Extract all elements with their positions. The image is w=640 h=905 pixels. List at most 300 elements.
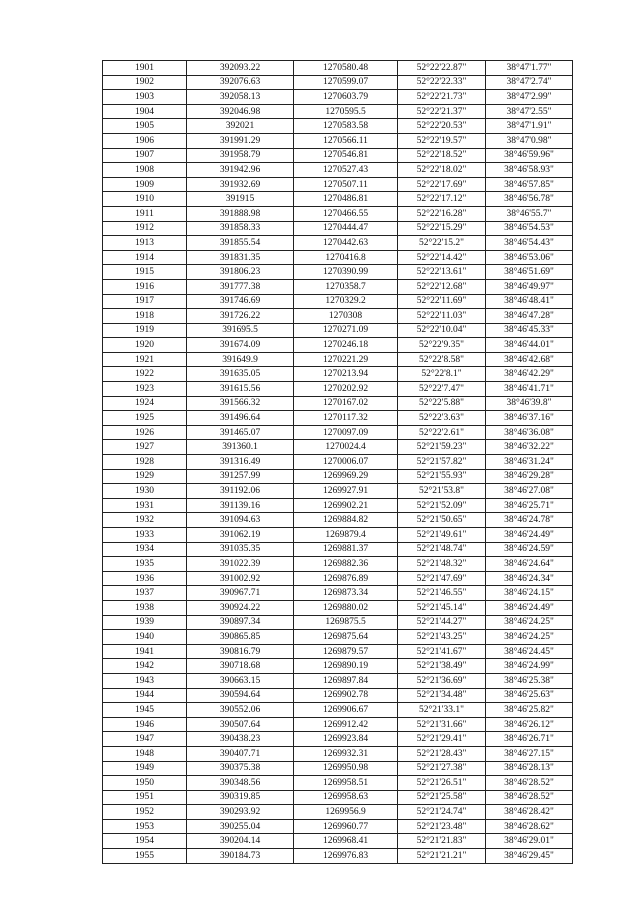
longitude-cell: 38°46'57.85": [486, 177, 573, 192]
longitude-cell: 38°46'28.42": [486, 805, 573, 820]
point-number-cell: 1916: [103, 279, 187, 294]
y-coordinate-cell: 1269956.9: [294, 805, 398, 820]
longitude-cell: 38°46'53.06": [486, 250, 573, 265]
point-number-cell: 1902: [103, 75, 187, 90]
table-row: [103, 688, 573, 703]
x-coordinate-cell: 390552.06: [187, 703, 294, 718]
x-coordinate-cell: 391858.33: [187, 221, 294, 236]
y-coordinate-cell: 1269969.29: [294, 469, 398, 484]
table-row: [103, 542, 573, 557]
point-number-cell: 1921: [103, 352, 187, 367]
table-row: [103, 338, 573, 353]
longitude-cell: 38°46'24.25": [486, 615, 573, 630]
latitude-cell: 52°21'33.1": [398, 703, 486, 718]
table-row: [103, 425, 573, 440]
x-coordinate-cell: 391257.99: [187, 469, 294, 484]
latitude-cell: 52°22'19.57": [398, 133, 486, 148]
point-number-cell: 1925: [103, 411, 187, 426]
y-coordinate-cell: 1270221.29: [294, 352, 398, 367]
longitude-cell: 38°46'45.33": [486, 323, 573, 338]
longitude-cell: 38°46'31.24": [486, 455, 573, 470]
point-number-cell: 1905: [103, 119, 187, 134]
longitude-cell: 38°46'25.63": [486, 688, 573, 703]
x-coordinate-cell: 391094.63: [187, 513, 294, 528]
point-number-cell: 1911: [103, 206, 187, 221]
latitude-cell: 52°22'7.47": [398, 382, 486, 397]
y-coordinate-cell: 1269968.41: [294, 834, 398, 849]
latitude-cell: 52°21'45.14": [398, 600, 486, 615]
y-coordinate-cell: 1270486.81: [294, 192, 398, 207]
point-number-cell: 1917: [103, 294, 187, 309]
x-coordinate-cell: 390319.85: [187, 790, 294, 805]
longitude-cell: 38°46'54.53": [486, 221, 573, 236]
x-coordinate-cell: 391496.64: [187, 411, 294, 426]
table-row: [103, 557, 573, 572]
x-coordinate-cell: 391831.35: [187, 250, 294, 265]
latitude-cell: 52°22'3.63": [398, 411, 486, 426]
longitude-cell: 38°46'28.52": [486, 790, 573, 805]
table-row: [103, 177, 573, 192]
y-coordinate-cell: 1269875.5: [294, 615, 398, 630]
y-coordinate-cell: 1270358.7: [294, 279, 398, 294]
point-number-cell: 1907: [103, 148, 187, 163]
x-coordinate-cell: 391915: [187, 192, 294, 207]
latitude-cell: 52°22'18.02": [398, 163, 486, 178]
longitude-cell: 38°46'32.22": [486, 440, 573, 455]
longitude-cell: 38°46'49.97": [486, 279, 573, 294]
table-row: [103, 659, 573, 674]
point-number-cell: 1939: [103, 615, 187, 630]
latitude-cell: 52°21'46.55": [398, 586, 486, 601]
y-coordinate-cell: 1270599.07: [294, 75, 398, 90]
table-row: [103, 236, 573, 251]
point-number-cell: 1934: [103, 542, 187, 557]
longitude-cell: 38°46'47.28": [486, 309, 573, 324]
point-number-cell: 1904: [103, 104, 187, 119]
x-coordinate-cell: 392021: [187, 119, 294, 134]
table-row: [103, 571, 573, 586]
table-row: [103, 163, 573, 178]
longitude-cell: 38°46'48.41": [486, 294, 573, 309]
latitude-cell: 52°22'20.53": [398, 119, 486, 134]
y-coordinate-cell: 1269879.57: [294, 644, 398, 659]
x-coordinate-cell: 390255.04: [187, 819, 294, 834]
y-coordinate-cell: 1269950.98: [294, 761, 398, 776]
x-coordinate-cell: 391465.07: [187, 425, 294, 440]
x-coordinate-cell: 390204.14: [187, 834, 294, 849]
table-row: [103, 411, 573, 426]
point-number-cell: 1906: [103, 133, 187, 148]
x-coordinate-cell: 391062.19: [187, 528, 294, 543]
point-number-cell: 1923: [103, 382, 187, 397]
latitude-cell: 52°21'59.23": [398, 440, 486, 455]
latitude-cell: 52°21'50.65": [398, 513, 486, 528]
point-number-cell: 1937: [103, 586, 187, 601]
point-number-cell: 1943: [103, 673, 187, 688]
point-number-cell: 1919: [103, 323, 187, 338]
latitude-cell: 52°22'5.88": [398, 396, 486, 411]
y-coordinate-cell: 1270416.8: [294, 250, 398, 265]
point-number-cell: 1930: [103, 484, 187, 499]
y-coordinate-cell: 1270444.47: [294, 221, 398, 236]
y-coordinate-cell: 1270329.2: [294, 294, 398, 309]
table-row: [103, 206, 573, 221]
x-coordinate-cell: 391991.29: [187, 133, 294, 148]
longitude-cell: 38°46'29.28": [486, 469, 573, 484]
point-number-cell: 1955: [103, 849, 187, 864]
latitude-cell: 52°21'29.41": [398, 732, 486, 747]
y-coordinate-cell: 1269912.42: [294, 717, 398, 732]
point-number-cell: 1932: [103, 513, 187, 528]
x-coordinate-cell: 391035.35: [187, 542, 294, 557]
point-number-cell: 1933: [103, 528, 187, 543]
longitude-cell: 38°46'44.01": [486, 338, 573, 353]
point-number-cell: 1908: [103, 163, 187, 178]
table-row: [103, 192, 573, 207]
longitude-cell: 38°46'39.8": [486, 396, 573, 411]
longitude-cell: 38°46'24.78": [486, 513, 573, 528]
y-coordinate-cell: 1269875.64: [294, 630, 398, 645]
y-coordinate-cell: 1270566.11: [294, 133, 398, 148]
latitude-cell: 52°21'21.21": [398, 849, 486, 864]
point-number-cell: 1946: [103, 717, 187, 732]
longitude-cell: 38°46'51.69": [486, 265, 573, 280]
longitude-cell: 38°46'27.15": [486, 746, 573, 761]
table-row: [103, 323, 573, 338]
latitude-cell: 52°22'17.69": [398, 177, 486, 192]
y-coordinate-cell: 1269960.77: [294, 819, 398, 834]
point-number-cell: 1940: [103, 630, 187, 645]
longitude-cell: 38°47'2.55": [486, 104, 573, 119]
y-coordinate-cell: 1269932.31: [294, 746, 398, 761]
latitude-cell: 52°22'18.52": [398, 148, 486, 163]
x-coordinate-cell: 391002.92: [187, 571, 294, 586]
point-number-cell: 1936: [103, 571, 187, 586]
table-row: [103, 469, 573, 484]
table-row: [103, 673, 573, 688]
latitude-cell: 52°21'36.69": [398, 673, 486, 688]
x-coordinate-cell: 391777.38: [187, 279, 294, 294]
table-row: [103, 498, 573, 513]
x-coordinate-cell: 392046.98: [187, 104, 294, 119]
longitude-cell: 38°46'24.99": [486, 659, 573, 674]
table-row: [103, 600, 573, 615]
x-coordinate-cell: 390816.79: [187, 644, 294, 659]
longitude-cell: 38°47'1.77": [486, 61, 573, 76]
y-coordinate-cell: 1270202.92: [294, 382, 398, 397]
table-row: [103, 849, 573, 864]
x-coordinate-cell: 391566.32: [187, 396, 294, 411]
table-row: [103, 90, 573, 105]
point-number-cell: 1951: [103, 790, 187, 805]
longitude-cell: 38°47'0.98": [486, 133, 573, 148]
table-row: [103, 382, 573, 397]
table-row: [103, 484, 573, 499]
point-number-cell: 1944: [103, 688, 187, 703]
y-coordinate-cell: 1270466.55: [294, 206, 398, 221]
table-row: [103, 104, 573, 119]
point-number-cell: 1952: [103, 805, 187, 820]
y-coordinate-cell: 1270595.5: [294, 104, 398, 119]
coordinate-table-body: [103, 61, 573, 864]
y-coordinate-cell: 1269958.63: [294, 790, 398, 805]
x-coordinate-cell: 390184.73: [187, 849, 294, 864]
point-number-cell: 1903: [103, 90, 187, 105]
latitude-cell: 52°21'41.67": [398, 644, 486, 659]
point-number-cell: 1938: [103, 600, 187, 615]
latitude-cell: 52°21'21.83": [398, 834, 486, 849]
y-coordinate-cell: 1270308: [294, 309, 398, 324]
point-number-cell: 1922: [103, 367, 187, 382]
latitude-cell: 52°21'26.51": [398, 776, 486, 791]
y-coordinate-cell: 1270580.48: [294, 61, 398, 76]
y-coordinate-cell: 1270024.4: [294, 440, 398, 455]
x-coordinate-cell: 391615.56: [187, 382, 294, 397]
table-row: [103, 717, 573, 732]
y-coordinate-cell: 1270006.07: [294, 455, 398, 470]
table-row: [103, 309, 573, 324]
x-coordinate-cell: 390438.23: [187, 732, 294, 747]
x-coordinate-cell: 390865.85: [187, 630, 294, 645]
y-coordinate-cell: 1269880.02: [294, 600, 398, 615]
table-row: [103, 586, 573, 601]
longitude-cell: 38°46'28.62": [486, 819, 573, 834]
y-coordinate-cell: 1270246.18: [294, 338, 398, 353]
table-row: [103, 148, 573, 163]
y-coordinate-cell: 1269927.91: [294, 484, 398, 499]
latitude-cell: 52°21'48.74": [398, 542, 486, 557]
x-coordinate-cell: 391942.96: [187, 163, 294, 178]
x-coordinate-cell: 391360.1: [187, 440, 294, 455]
point-number-cell: 1953: [103, 819, 187, 834]
x-coordinate-cell: 390663.15: [187, 673, 294, 688]
latitude-cell: 52°21'43.25": [398, 630, 486, 645]
point-number-cell: 1918: [103, 309, 187, 324]
point-number-cell: 1947: [103, 732, 187, 747]
y-coordinate-cell: 1269906.67: [294, 703, 398, 718]
y-coordinate-cell: 1269958.51: [294, 776, 398, 791]
x-coordinate-cell: 391695.5: [187, 323, 294, 338]
point-number-cell: 1950: [103, 776, 187, 791]
latitude-cell: 52°21'53.8": [398, 484, 486, 499]
table-row: [103, 367, 573, 382]
latitude-cell: 52°21'28.43": [398, 746, 486, 761]
latitude-cell: 52°22'15.29": [398, 221, 486, 236]
longitude-cell: 38°46'26.12": [486, 717, 573, 732]
longitude-cell: 38°46'25.38": [486, 673, 573, 688]
latitude-cell: 52°21'38.49": [398, 659, 486, 674]
longitude-cell: 38°46'26.71": [486, 732, 573, 747]
latitude-cell: 52°21'25.58": [398, 790, 486, 805]
point-number-cell: 1948: [103, 746, 187, 761]
latitude-cell: 52°22'10.04": [398, 323, 486, 338]
x-coordinate-cell: 390293.92: [187, 805, 294, 820]
coordinate-table: [102, 60, 573, 864]
longitude-cell: 38°46'28.13": [486, 761, 573, 776]
x-coordinate-cell: 391806.23: [187, 265, 294, 280]
y-coordinate-cell: 1270167.02: [294, 396, 398, 411]
table-row: [103, 294, 573, 309]
longitude-cell: 38°46'54.43": [486, 236, 573, 251]
latitude-cell: 52°21'48.32": [398, 557, 486, 572]
table-row: [103, 250, 573, 265]
latitude-cell: 52°21'23.48": [398, 819, 486, 834]
table-row: [103, 615, 573, 630]
point-number-cell: 1954: [103, 834, 187, 849]
latitude-cell: 52°21'47.69": [398, 571, 486, 586]
longitude-cell: 38°46'59.96": [486, 148, 573, 163]
longitude-cell: 38°46'56.78": [486, 192, 573, 207]
y-coordinate-cell: 1269897.84: [294, 673, 398, 688]
latitude-cell: 52°21'44.27": [398, 615, 486, 630]
x-coordinate-cell: 391932.69: [187, 177, 294, 192]
y-coordinate-cell: 1270527.43: [294, 163, 398, 178]
latitude-cell: 52°22'22.87": [398, 61, 486, 76]
x-coordinate-cell: 391635.05: [187, 367, 294, 382]
table-row: [103, 119, 573, 134]
longitude-cell: 38°46'24.64": [486, 557, 573, 572]
longitude-cell: 38°46'28.52": [486, 776, 573, 791]
x-coordinate-cell: 390967.71: [187, 586, 294, 601]
y-coordinate-cell: 1270507.11: [294, 177, 398, 192]
x-coordinate-cell: 391192.06: [187, 484, 294, 499]
longitude-cell: 38°46'25.82": [486, 703, 573, 718]
latitude-cell: 52°22'14.42": [398, 250, 486, 265]
latitude-cell: 52°22'15.2": [398, 236, 486, 251]
y-coordinate-cell: 1270390.99: [294, 265, 398, 280]
latitude-cell: 52°22'2.61": [398, 425, 486, 440]
longitude-cell: 38°46'25.71": [486, 498, 573, 513]
table-row: [103, 455, 573, 470]
y-coordinate-cell: 1269881.37: [294, 542, 398, 557]
x-coordinate-cell: 391855.54: [187, 236, 294, 251]
x-coordinate-cell: 392076.63: [187, 75, 294, 90]
table-row: [103, 732, 573, 747]
point-number-cell: 1929: [103, 469, 187, 484]
y-coordinate-cell: 1270213.94: [294, 367, 398, 382]
point-number-cell: 1928: [103, 455, 187, 470]
table-row: [103, 265, 573, 280]
longitude-cell: 38°46'29.01": [486, 834, 573, 849]
table-row: [103, 805, 573, 820]
y-coordinate-cell: 1269884.82: [294, 513, 398, 528]
latitude-cell: 52°21'52.09": [398, 498, 486, 513]
latitude-cell: 52°21'34.48": [398, 688, 486, 703]
y-coordinate-cell: 1270442.63: [294, 236, 398, 251]
point-number-cell: 1927: [103, 440, 187, 455]
x-coordinate-cell: 390924.22: [187, 600, 294, 615]
latitude-cell: 52°22'13.61": [398, 265, 486, 280]
table-row: [103, 75, 573, 90]
y-coordinate-cell: 1269882.36: [294, 557, 398, 572]
longitude-cell: 38°46'42.68": [486, 352, 573, 367]
latitude-cell: 52°22'9.35": [398, 338, 486, 353]
y-coordinate-cell: 1270271.09: [294, 323, 398, 338]
point-number-cell: 1941: [103, 644, 187, 659]
x-coordinate-cell: 390897.34: [187, 615, 294, 630]
latitude-cell: 52°21'27.38": [398, 761, 486, 776]
longitude-cell: 38°47'1.91": [486, 119, 573, 134]
table-row: [103, 834, 573, 849]
point-number-cell: 1913: [103, 236, 187, 251]
point-number-cell: 1912: [103, 221, 187, 236]
longitude-cell: 38°46'24.49": [486, 528, 573, 543]
x-coordinate-cell: 392093.22: [187, 61, 294, 76]
table-row: [103, 630, 573, 645]
x-coordinate-cell: 390348.56: [187, 776, 294, 791]
table-row: [103, 279, 573, 294]
latitude-cell: 52°22'21.37": [398, 104, 486, 119]
y-coordinate-cell: 1269879.4: [294, 528, 398, 543]
latitude-cell: 52°22'17.12": [398, 192, 486, 207]
longitude-cell: 38°46'37.16": [486, 411, 573, 426]
point-number-cell: 1945: [103, 703, 187, 718]
y-coordinate-cell: 1269876.89: [294, 571, 398, 586]
longitude-cell: 38°46'24.49": [486, 600, 573, 615]
latitude-cell: 52°22'8.58": [398, 352, 486, 367]
x-coordinate-cell: 391746.69: [187, 294, 294, 309]
y-coordinate-cell: 1269902.78: [294, 688, 398, 703]
x-coordinate-cell: 390594.64: [187, 688, 294, 703]
x-coordinate-cell: 391316.49: [187, 455, 294, 470]
point-number-cell: 1909: [103, 177, 187, 192]
table-row: [103, 352, 573, 367]
latitude-cell: 52°22'21.73": [398, 90, 486, 105]
point-number-cell: 1949: [103, 761, 187, 776]
table-row: [103, 790, 573, 805]
longitude-cell: 38°46'24.34": [486, 571, 573, 586]
longitude-cell: 38°46'27.08": [486, 484, 573, 499]
x-coordinate-cell: 391649.9: [187, 352, 294, 367]
latitude-cell: 52°22'16.28": [398, 206, 486, 221]
x-coordinate-cell: 391139.16: [187, 498, 294, 513]
table-row: [103, 221, 573, 236]
longitude-cell: 38°47'2.74": [486, 75, 573, 90]
longitude-cell: 38°46'24.59": [486, 542, 573, 557]
point-number-cell: 1924: [103, 396, 187, 411]
x-coordinate-cell: 391958.79: [187, 148, 294, 163]
latitude-cell: 52°21'57.82": [398, 455, 486, 470]
y-coordinate-cell: 1270117.32: [294, 411, 398, 426]
longitude-cell: 38°46'58.93": [486, 163, 573, 178]
latitude-cell: 52°22'11.69": [398, 294, 486, 309]
x-coordinate-cell: 390375.38: [187, 761, 294, 776]
x-coordinate-cell: 391726.22: [187, 309, 294, 324]
table-row: [103, 61, 573, 76]
y-coordinate-cell: 1270603.79: [294, 90, 398, 105]
y-coordinate-cell: 1270583.58: [294, 119, 398, 134]
y-coordinate-cell: 1269902.21: [294, 498, 398, 513]
latitude-cell: 52°22'22.33": [398, 75, 486, 90]
longitude-cell: 38°46'29.45": [486, 849, 573, 864]
x-coordinate-cell: 391022.39: [187, 557, 294, 572]
latitude-cell: 52°22'11.03": [398, 309, 486, 324]
point-number-cell: 1901: [103, 61, 187, 76]
table-row: [103, 528, 573, 543]
point-number-cell: 1920: [103, 338, 187, 353]
longitude-cell: 38°46'24.45": [486, 644, 573, 659]
y-coordinate-cell: 1270097.09: [294, 425, 398, 440]
longitude-cell: 38°46'42.29": [486, 367, 573, 382]
x-coordinate-cell: 391674.09: [187, 338, 294, 353]
latitude-cell: 52°21'24.74": [398, 805, 486, 820]
longitude-cell: 38°46'24.25": [486, 630, 573, 645]
table-row: [103, 396, 573, 411]
point-number-cell: 1914: [103, 250, 187, 265]
longitude-cell: 38°46'41.71": [486, 382, 573, 397]
y-coordinate-cell: 1269873.34: [294, 586, 398, 601]
table-row: [103, 133, 573, 148]
